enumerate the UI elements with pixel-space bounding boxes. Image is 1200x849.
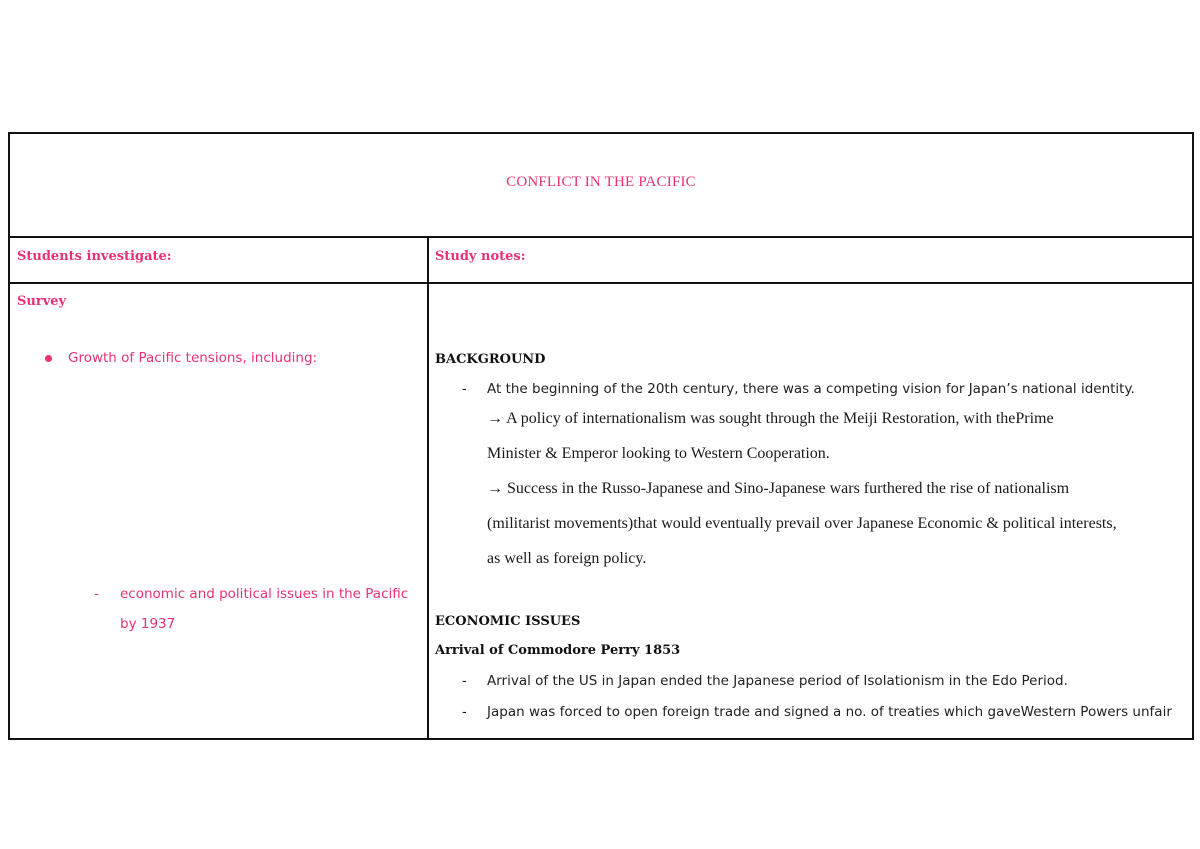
background-line-4: (militarist movements)that would eventually prevail over Japanese Economic & political interests, bbox=[487, 515, 1117, 532]
perry-dash-1: - bbox=[462, 674, 467, 689]
background-heading: BACKGROUND bbox=[435, 352, 546, 367]
bullet-item bbox=[45, 350, 317, 366]
commodore-perry-heading: Arrival of Commodore Perry 1853 bbox=[435, 643, 681, 658]
background-line-3: → Success in the Russo-Japanese and Sino-Japanese wars furthered the rise of nationalism bbox=[487, 480, 1070, 497]
document-title: CONFLICT IN THE PACIFIC bbox=[506, 174, 696, 190]
header-row bbox=[10, 238, 1192, 284]
sub-item-label: economic and political issues in the Pacific by 1937 bbox=[120, 586, 409, 632]
perry-point-1: Arrival of the US in Japan ended the Japanese period of Isolationism in the Edo Period. bbox=[487, 673, 1068, 689]
economic-issues-heading: ECONOMIC ISSUES bbox=[435, 614, 581, 629]
left-column bbox=[10, 284, 427, 738]
background-point: At the beginning of the 20th century, there was a competing vision for Japan’s national identity. bbox=[487, 381, 1135, 397]
bullet-dot-icon bbox=[45, 355, 52, 362]
background-line-5: as well as foreign policy. bbox=[487, 550, 647, 567]
perry-dash-2: - bbox=[462, 705, 467, 720]
header-students-investigate: Students investigate: bbox=[17, 249, 172, 264]
background-line-1: → A policy of internationalism was sought through the Meiji Restoration, with thePrime bbox=[487, 410, 1054, 427]
title-row bbox=[10, 134, 1192, 238]
sub-item-dash: - bbox=[94, 586, 99, 602]
bullet-item-label: Growth of Pacific tensions, including: bbox=[68, 350, 318, 366]
background-line-2: Minister & Emperor looking to Western Cooperation. bbox=[487, 445, 830, 462]
background-dash: - bbox=[462, 382, 467, 397]
right-column bbox=[429, 284, 1192, 738]
survey-heading: Survey bbox=[17, 294, 67, 309]
notes-table bbox=[8, 132, 1194, 740]
header-study-notes: Study notes: bbox=[435, 249, 526, 264]
perry-point-2: Japan was forced to open foreign trade and signed a no. of treaties which gaveWestern Powers unfair bbox=[487, 704, 1172, 720]
